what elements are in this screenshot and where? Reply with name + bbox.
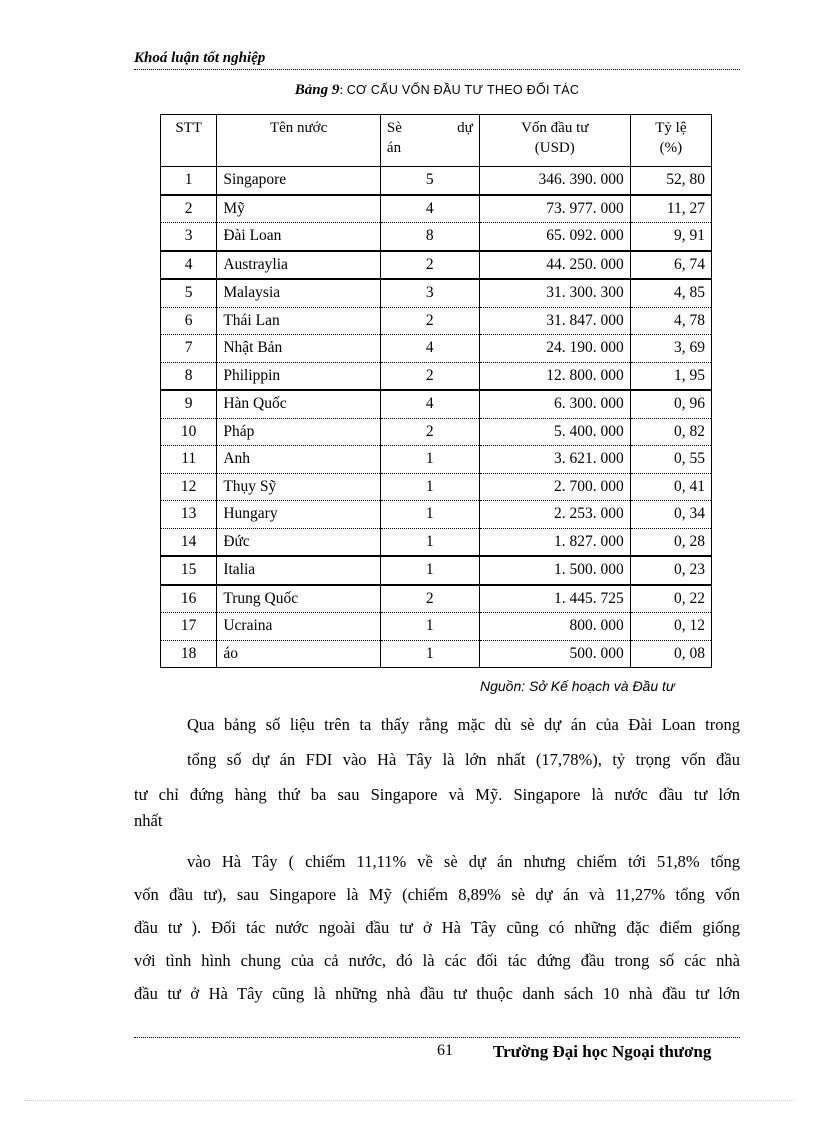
table-source-note: Nguồn: Sở Kế hoạch và Đầu tư — [480, 678, 675, 694]
cell-stt: 10 — [161, 418, 217, 446]
cell-rate: 3, 69 — [630, 335, 711, 363]
cell-capital: 6. 300. 000 — [479, 390, 630, 418]
table-row — [161, 501, 712, 529]
cell-stt: 2 — [161, 195, 217, 223]
cell-capital: 1. 500. 000 — [479, 556, 630, 585]
cell-country: Hàn Quốc — [217, 390, 381, 418]
cell-projects: 8 — [380, 223, 479, 251]
cell-country: Philippin — [217, 362, 381, 390]
header-projects-word1: Sè — [386, 120, 402, 136]
cell-stt: 11 — [161, 446, 217, 474]
cell-stt: 1 — [161, 167, 217, 195]
paragraph-3-line-1: vào Hà Tây ( chiếm 11,11% về sè dự án nhưng chiếm tới 51,8% tổng — [187, 852, 740, 871]
cell-rate: 6, 74 — [630, 251, 711, 280]
table-row — [161, 585, 712, 613]
cell-projects: 1 — [380, 446, 479, 474]
cell-stt: 16 — [161, 585, 217, 613]
cell-capital: 346. 390. 000 — [479, 167, 630, 195]
table-row — [161, 418, 712, 446]
cell-rate: 1, 95 — [630, 362, 711, 390]
cell-projects: 1 — [380, 556, 479, 585]
cell-capital: 2. 253. 000 — [479, 501, 630, 529]
cell-stt: 6 — [161, 307, 217, 335]
cell-capital: 800. 000 — [479, 613, 630, 641]
cell-rate: 0, 22 — [630, 585, 711, 613]
table-row — [161, 251, 712, 280]
cell-capital: 12. 800. 000 — [479, 362, 630, 390]
cell-stt: 4 — [161, 251, 217, 280]
cell-rate: 0, 08 — [630, 640, 711, 668]
cell-capital: 65. 092. 000 — [479, 223, 630, 251]
cell-stt: 12 — [161, 473, 217, 501]
cell-stt: 14 — [161, 528, 217, 556]
cell-country: Singapore — [217, 167, 381, 195]
cell-country: Trung Quốc — [217, 585, 381, 613]
cell-stt: 18 — [161, 640, 217, 668]
cell-stt: 8 — [161, 362, 217, 390]
cell-country: Austraylia — [217, 251, 381, 280]
cell-country: Đài Loan — [217, 223, 381, 251]
cell-capital: 5. 400. 000 — [479, 418, 630, 446]
cell-rate: 4, 85 — [630, 279, 711, 307]
running-header-title: Khoá luận tốt nghiệp — [134, 50, 266, 66]
paragraph-2-line-1: tổng số dự án FDI vào Hà Tây là lớn nhất (17,78%), tỷ trọng vốn đầu — [187, 750, 740, 769]
cell-projects: 1 — [380, 640, 479, 668]
cell-rate: 0, 12 — [630, 613, 711, 641]
header-country: Tên nước — [217, 115, 381, 167]
cell-capital: 31. 847. 000 — [479, 307, 630, 335]
table-row — [161, 167, 712, 195]
cell-projects: 4 — [380, 195, 479, 223]
cell-country: Anh — [217, 446, 381, 474]
table-row — [161, 640, 712, 668]
cell-rate: 0, 34 — [630, 501, 711, 529]
header-capital-label: Vốn đầu tư — [521, 120, 589, 136]
cell-country: Đức — [217, 528, 381, 556]
cell-projects: 2 — [380, 418, 479, 446]
cell-capital: 2. 700. 000 — [479, 473, 630, 501]
table-row — [161, 279, 712, 307]
cell-projects: 2 — [380, 307, 479, 335]
paragraph-3-line-4: với tình hình chung của cả nước, đó là các đối tác đứng đầu trong số các nhà — [134, 951, 740, 970]
table-row — [161, 223, 712, 251]
cell-stt: 17 — [161, 613, 217, 641]
paragraph-2-line-3: nhất — [134, 811, 163, 830]
table-row — [161, 556, 712, 585]
footer-divider — [134, 1037, 740, 1038]
paragraph-3-line-5: đầu tư ở Hà Tây cũng là những nhà đầu tư thuộc danh sách 10 nhà đầu tư lớn — [134, 984, 740, 1003]
cell-projects: 2 — [380, 362, 479, 390]
header-rate-unit: (%) — [659, 140, 683, 156]
header-rate-label: Tỷ lệ — [655, 120, 687, 136]
paragraph-1-line-1: Qua bảng số liệu trên ta thấy rằng mặc dù sè dự án của Đài Loan trong — [187, 715, 740, 734]
cell-capital: 500. 000 — [479, 640, 630, 668]
cell-country: Mỹ — [217, 195, 381, 223]
table-row — [161, 335, 712, 363]
table-header-row — [161, 115, 712, 167]
cell-capital: 44. 250. 000 — [479, 251, 630, 280]
cell-stt: 13 — [161, 501, 217, 529]
cell-capital: 24. 190. 000 — [479, 335, 630, 363]
cell-projects: 1 — [380, 501, 479, 529]
cell-rate: 0, 28 — [630, 528, 711, 556]
cell-country: Malaysia — [217, 279, 381, 307]
table-body — [161, 167, 712, 668]
table-caption-title: CƠ CẤU VỐN ĐẦU TƯ THEO ĐỐI TÁC — [346, 83, 580, 97]
cell-projects: 1 — [380, 528, 479, 556]
cell-capital: 3. 621. 000 — [479, 446, 630, 474]
header-projects-word3: án — [386, 140, 402, 156]
cell-country: Ucraina — [217, 613, 381, 641]
cell-projects: 4 — [380, 335, 479, 363]
header-capital — [479, 115, 630, 167]
cell-projects: 4 — [380, 390, 479, 418]
cell-stt: 15 — [161, 556, 217, 585]
cell-rate: 0, 41 — [630, 473, 711, 501]
table-row — [161, 446, 712, 474]
cell-stt: 3 — [161, 223, 217, 251]
cell-projects: 1 — [380, 613, 479, 641]
table-row — [161, 613, 712, 641]
cell-rate: 52, 80 — [630, 167, 711, 195]
cell-country: Thái Lan — [217, 307, 381, 335]
cell-rate: 0, 55 — [630, 446, 711, 474]
cell-capital: 31. 300. 300 — [479, 279, 630, 307]
header-stt: STT — [161, 115, 217, 167]
cell-rate: 0, 23 — [630, 556, 711, 585]
header-projects — [380, 115, 479, 167]
table-row — [161, 307, 712, 335]
table-caption-separator: : — [339, 83, 344, 98]
cell-projects: 2 — [380, 251, 479, 280]
cell-capital: 1. 445. 725 — [479, 585, 630, 613]
cell-rate: 0, 96 — [630, 390, 711, 418]
table-caption — [134, 82, 740, 99]
cell-projects: 5 — [380, 167, 479, 195]
header-capital-unit: (USD) — [534, 140, 575, 156]
fdi-partner-table — [160, 114, 712, 668]
cell-projects: 1 — [380, 473, 479, 501]
cell-rate: 11, 27 — [630, 195, 711, 223]
cell-stt: 5 — [161, 279, 217, 307]
cell-country: Hungary — [217, 501, 381, 529]
cell-stt: 7 — [161, 335, 217, 363]
table-row — [161, 195, 712, 223]
header-rate — [630, 115, 711, 167]
cell-country: áo — [217, 640, 381, 668]
paragraph-3-line-3: đầu tư ). Đối tác nước ngoài đầu tư ở Hà Tây cũng có những đặc điểm giống — [134, 918, 740, 937]
cell-projects: 3 — [380, 279, 479, 307]
header-divider — [134, 69, 740, 70]
page-number: 61 — [437, 1042, 453, 1059]
table-row — [161, 362, 712, 390]
cell-rate: 0, 82 — [630, 418, 711, 446]
table-row — [161, 528, 712, 556]
cell-country: Thụy Sỹ — [217, 473, 381, 501]
paragraph-2-line-2: tư chỉ đứng hàng thứ ba sau Singapore và Mỹ. Singapore là nước đầu tư lớn — [134, 785, 740, 804]
table-row — [161, 473, 712, 501]
cell-capital: 73. 977. 000 — [479, 195, 630, 223]
paragraph-3-line-2: vốn đầu tư), sau Singapore là Mỹ (chiếm 8,89% sè dự án và 11,27% tổng vốn — [134, 885, 740, 904]
table-caption-prefix: Bảng 9 — [294, 82, 340, 98]
cell-capital: 1. 827. 000 — [479, 528, 630, 556]
cell-rate: 9, 91 — [630, 223, 711, 251]
page-bottom-edge — [24, 1100, 794, 1101]
cell-country: Pháp — [217, 418, 381, 446]
cell-rate: 4, 78 — [630, 307, 711, 335]
table-row — [161, 390, 712, 418]
cell-stt: 9 — [161, 390, 217, 418]
cell-projects: 2 — [380, 585, 479, 613]
footer-school-name: Trường Đại học Ngoại thương — [493, 1042, 712, 1061]
cell-country: Italia — [217, 556, 381, 585]
header-projects-word2: dự — [457, 120, 473, 136]
cell-country: Nhật Bản — [217, 335, 381, 363]
